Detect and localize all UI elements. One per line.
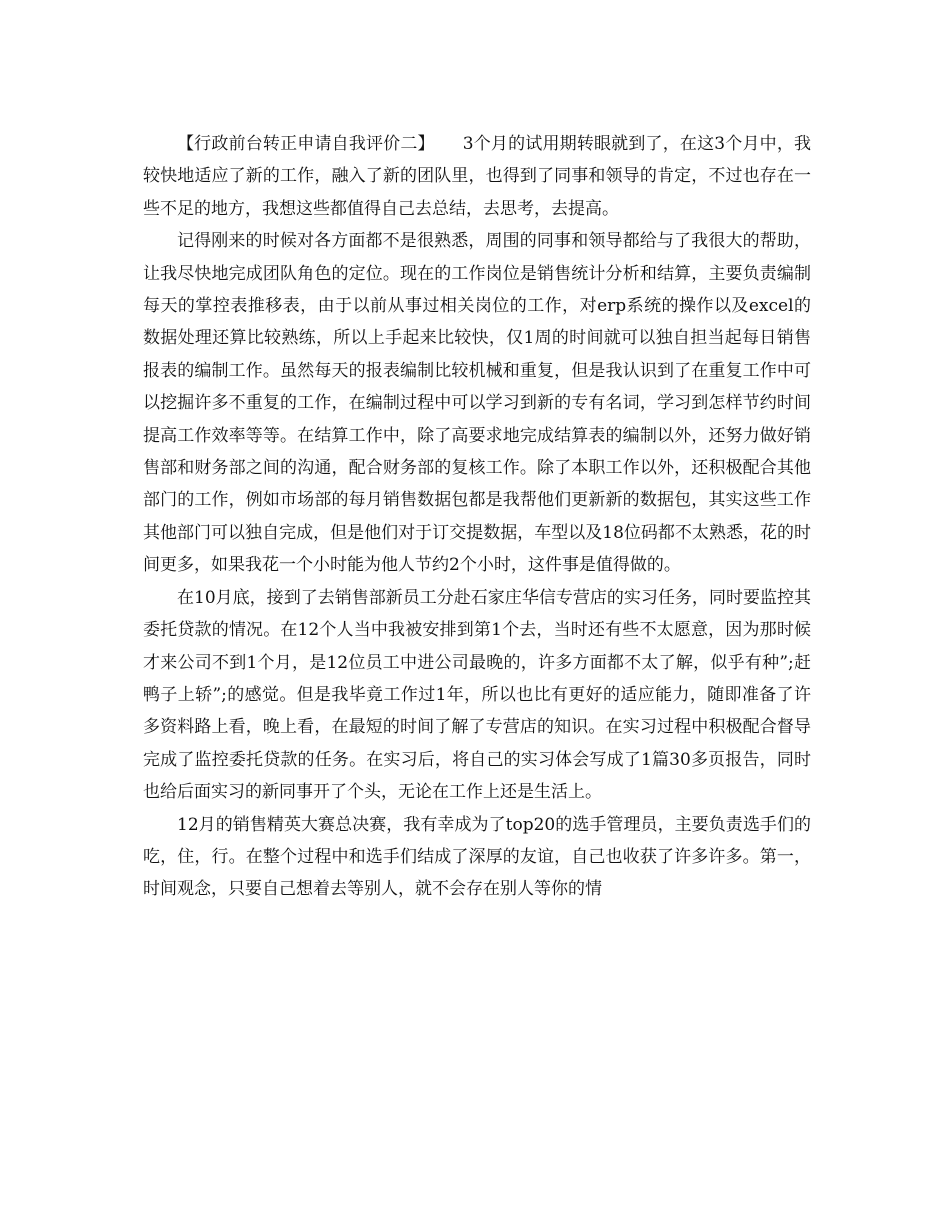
document-heading: 【行政前台转正申请自我评价二】 bbox=[177, 134, 435, 154]
paragraph-1 bbox=[143, 128, 811, 225]
paragraph-2: 记得刚来的时候对各方面都不是很熟悉，周围的同事和领导都给与了我很大的帮助，让我尽快地完成团队角色的定位。现在的工作岗位是销售统计分析和结算，主要负责编制每天的掌控表推移表，由于以前从事过相关岗位的工作，对erp系统的操作以及excel的数据处理还算比较熟练，所以上手起来比较快，仅1周的时间就可以独自担当起每日销售报表的编制工作。虽然每天的报表编制比较机械和重复，但是我认识到了在重复工作中可以挖掘许多不重复的工作，在编制过程中可以学习到新的专有名词，学习到怎样节约时间提高工作效率等等。在结算工作中，除了高要求地完成结算表的编制以外，还努力做好销售部和财务部之间的沟通，配合财务部的复核工作。除了本职工作以外，还积极配合其他部门的工作，例如市场部的每月销售数据包都是我帮他们更新新的数据包，其实这些工作其他部门可以独自完成，但是他们对于订交提数据，车型以及18位码都不太熟悉，花的时间更多，如果我花一个小时能为他人节约2个小时，这件事是值得做的。 bbox=[143, 231, 811, 576]
paragraph-1-text: 3个月的试用期转眼就到了，在这3个月中，我较快地适应了新的工作，融入了新的团队里，也得到了同事和领导的肯定，不过也存在一些不足的地方，我想这些都值得自己去总结，去思考，去提高。 bbox=[143, 134, 811, 219]
document-body bbox=[143, 128, 811, 906]
paragraph-3: 在10月底，接到了去销售部新员工分赴石家庄华信专营店的实习任务，同时要监控其委托贷款的情况。在12个人当中我被安排到第1个去，当时还有些不太愿意，因为那时候才来公司不到1个月，是12位员工中进公司最晚的，许多方面都不太了解，似乎有种”;赶鸭子上轿”;的感觉。但是我毕竟工作过1年，所以也比有更好的适应能力，随即准备了许多资料路上看，晚上看，在最短的时间了解了专营店的知识。在实习过程中积极配合督导完成了监控委托贷款的任务。在实习后，将自己的实习体会写成了1篇30多页报告，同时也给后面实习的新同事开了个头，无论在工作上还是生活上。 bbox=[143, 587, 811, 803]
paragraph-4: 12月的销售精英大赛总决赛，我有幸成为了top20的选手管理员，主要负责选手们的吃，住，行。在整个过程中和选手们结成了深厚的友谊，自己也收获了许多许多。第一，时间观念，只要自己想着去等别人，就不会存在别人等你的情 bbox=[143, 814, 811, 900]
